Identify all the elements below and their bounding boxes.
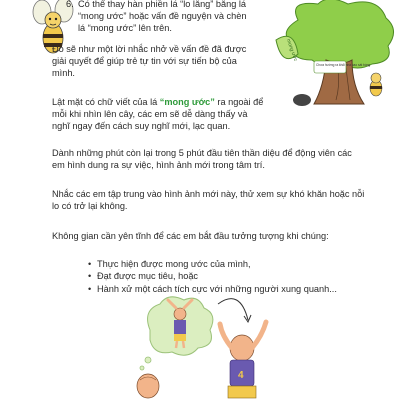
paragraph-3: Dành những phút còn lại trong 5 phút đầu tiên thần diệu để động viên các em hình dung ra sự việc, hình ảnh mới trong tâm trí. (52, 148, 352, 171)
visualization-illustration (120, 290, 300, 400)
mong-uoc-highlight: “mong ước” (159, 97, 215, 107)
step-number: 6. (66, 0, 74, 9)
list-item: • Thực hiện được mong ước của mình, (88, 258, 337, 270)
paragraph-4: Nhắc các em tập trung vào hình ảnh mới này, thử xem sự khó khăn hoặc nỗi lo có trở lại không. (52, 189, 365, 212)
paragraph-2: Lật mặt có chữ viết của lá “mong ước” ra ngoài để mỗi khi nhìn lên cây, các em sẽ dễ dàng thấy và nghĩ ngay đến cách suy nghĩ mới, lạc quan. (52, 97, 264, 132)
paragraph-1: Đó sẽ như một lời nhắc nhở về vấn đề đã được giải quyết để giúp trẻ tự tin với sự tiến bộ của mình. (52, 44, 247, 79)
step-6-text: Có thể thay hàn phiền lá “lo lắng” bằng lá “mong ước” hoặc vấn đề nguyện và chèn lá “mong ước” lên trên. (78, 0, 247, 34)
paragraph-5: Không gian cần yên tĩnh để các em bắt đầu tưởng tượng khi chúng: (52, 231, 329, 241)
shirt-number: 4 (238, 370, 244, 381)
tree-caption: Chưa hướng ra khỏi nhà cao sát bóng (316, 63, 371, 67)
leaf-label: mong ước (284, 38, 299, 63)
list-item: • Hành xử một cách tích cực với những người xung quanh... (88, 283, 337, 295)
list-item: • Đạt được mục tiêu, hoặc (88, 270, 337, 282)
tree-illustration (268, 0, 398, 120)
